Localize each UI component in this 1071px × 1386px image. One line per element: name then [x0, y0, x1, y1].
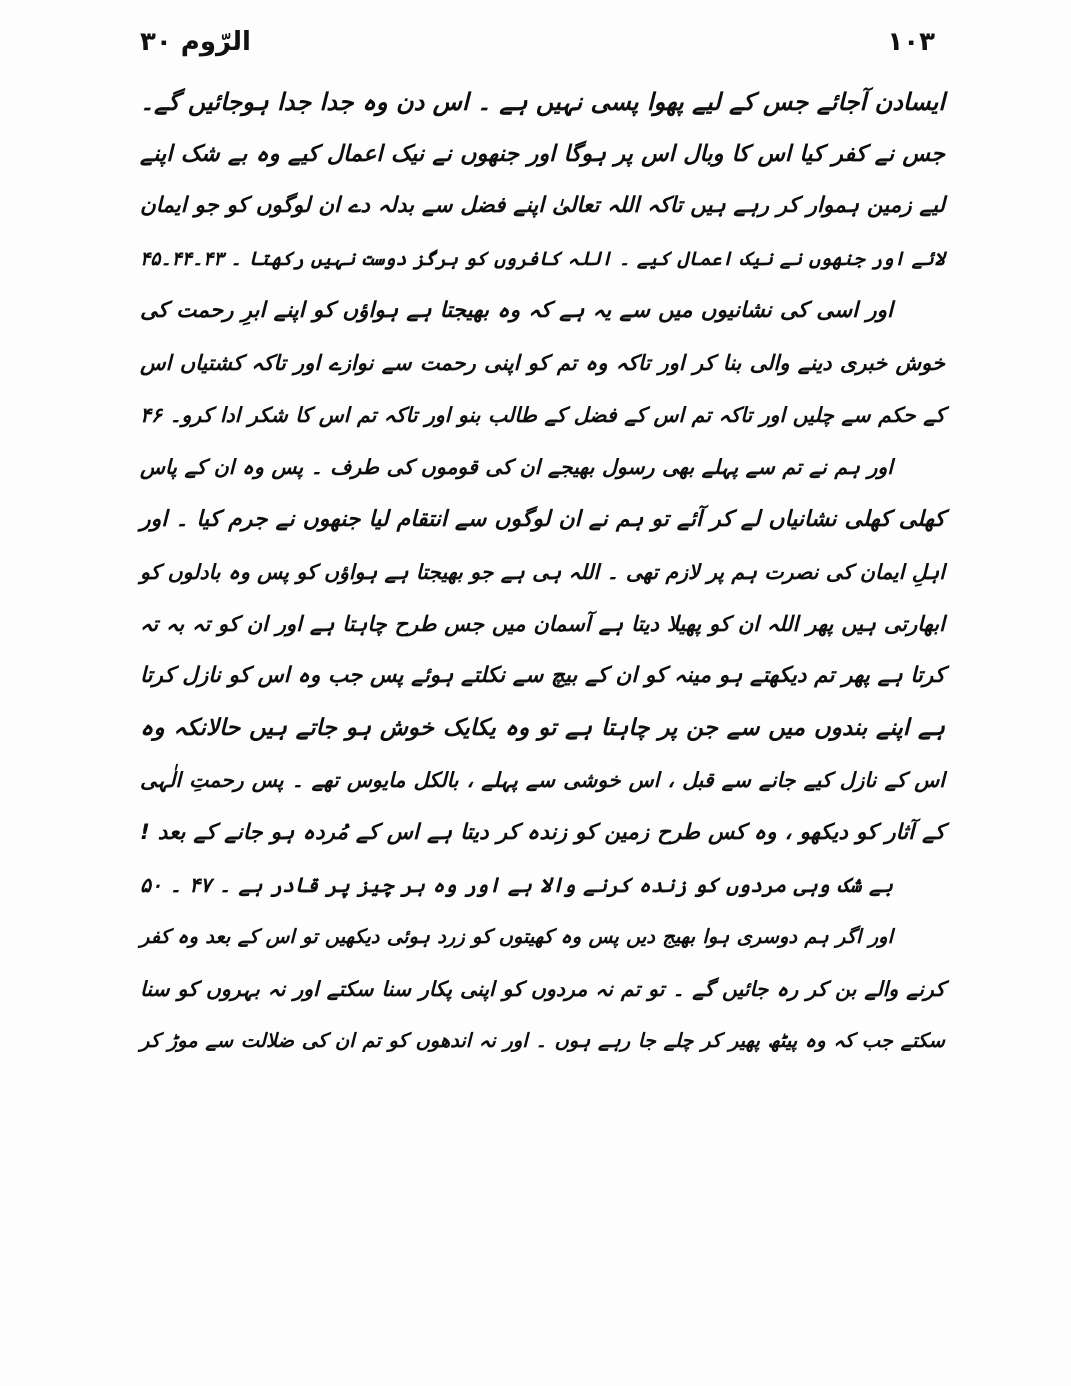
text-line: لیے زمین ہموار کر رہے ہیں تاکہ اللہ تعالیٰ اپنے فضل سے بدلہ دے ان لوگوں کو جو ایمان [140, 193, 945, 219]
text-line: اور اسی کی نشانیوں میں سے یہ ہے کہ وہ بھیجتا ہے ہواؤں کو اپنے ابرِ رحمت کی [140, 297, 893, 323]
page-header [140, 22, 935, 62]
text-line: اور ہم نے تم سے پہلے بھی رسول بھیجے ان کی قوموں کی طرف ۔ پس وہ ان کے پاس [140, 455, 893, 480]
text-line: کے آثار کو دیکھو ، وہ کس طرح زمین کو زندہ کر دیتا ہے اس کے مُردہ ہو جانے کے بعد ! [140, 819, 945, 845]
surah-label: الرّوم ۳۰ [140, 27, 251, 57]
text-line: سکتے جب کہ وہ پیٹھ پھیر کر چلے جا رہے ہوں ۔ اور نہ اندھوں کو تم ان کی ضلالت سے موڑ کر [140, 1029, 945, 1053]
text-line: اور اگر ہم دوسری ہوا بھیج دیں پس وہ کھیتوں کو زرد ہوئی دیکھیں تو اس کے بعد وہ کفر [140, 925, 893, 948]
page-number: ۱۰۳ [887, 27, 935, 57]
text-line: ابھارتی ہیں پھر اللہ ان کو پھیلا دیتا ہے آسمان میں جس طرح چاہتا ہے اور ان کو تہ بہ تہ [140, 611, 945, 636]
text-line: کے حکم سے چلیں اور تاکہ تم اس کے فضل کے طالب بنو اور تاکہ تم اس کا شکر ادا کرو۔ ۴۶ [140, 403, 945, 428]
text-line: کھلی کھلی نشانیاں لے کر آئے تو ہم نے ان لوگوں سے انتقام لیا جنھوں نے جرم کیا ۔ اور [140, 506, 945, 532]
text-line: کرتا ہے پھر تم دیکھتے ہو مینہ کو ان کے بیچ سے نکلتے ہوئے پس جب وہ اس کو نازل کرتا [140, 663, 945, 689]
text-line: خوش خبری دینے والی بنا کر اور تاکہ وہ تم کو اپنی رحمت سے نوازے اور تاکہ کشتیاں اس [140, 350, 945, 375]
text-line: اہلِ ایمان کی نصرت ہم پر لازم تھی ۔ اللہ ہی ہے جو بھیجتا ہے ہواؤں کو پس وہ بادلوں کو [140, 559, 945, 584]
text-line: جس نے کفر کیا اس کا وبال اس پر ہوگا اور جنھوں نے نیک اعمال کیے وہ بے شک اپنے [140, 141, 945, 168]
text-line: اس کے نازل کیے جانے سے قبل ، اس خوشی سے پہلے ، بالکل مایوس تھے ۔ پس رحمتِ الٰہی [140, 768, 945, 793]
text-line: بے شک وہی مردوں کو زندہ کرنے والا ہے اور وہ ہر چیز پر قادر ہے ۔ ۴۷ ۔ ۵۰ [140, 872, 893, 897]
text-line: ایسادن آجائے جس کے لیے پھوا پسی نہیں ہے ۔ اس دن وہ جدا جدا ہوجائیں گے۔ [140, 88, 945, 116]
page-body [140, 76, 945, 1068]
text-line: لائے اور جنھوں نے نیک اعمال کیے ۔ اللہ کافروں کو ہرگز دوست نہیں رکھتا ۔ ۴۳۔۴۴۔۴۵ [140, 247, 945, 270]
text-line: کرنے والے بن کر رہ جائیں گے ۔ تو تم نہ مردوں کو اپنی پکار سنا سکتے اور نہ بہروں کو سنا [140, 977, 945, 1002]
text-line: ہے اپنے بندوں میں سے جن پر چاہتا ہے تو وہ یکایک خوش ہو جاتے ہیں حالانکہ وہ [140, 715, 945, 742]
